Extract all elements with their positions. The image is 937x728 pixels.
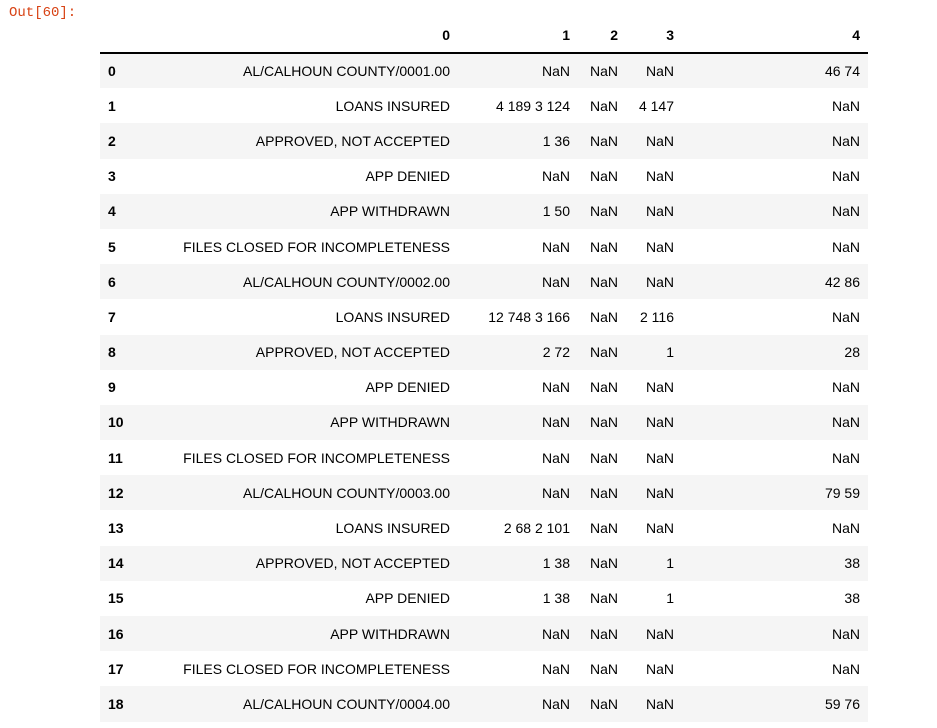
cell-col-0: LOANS INSURED [335, 308, 450, 325]
cell-col-0: AL/CALHOUN COUNTY/0001.00 [243, 63, 450, 80]
cell-col-3: NaN [645, 660, 674, 677]
table-row [100, 53, 868, 88]
cell-col-0: AL/CALHOUN COUNTY/0003.00 [243, 484, 450, 501]
dataframe-output [100, 18, 868, 722]
cell-col-4: 46 74 [824, 63, 860, 80]
cell-col-2: NaN [589, 555, 618, 572]
row-index: 13 [108, 520, 124, 537]
table-row [100, 510, 868, 545]
row-index: 5 [108, 238, 116, 255]
cell-col-1: 2 68 2 101 [503, 520, 570, 537]
cell-col-3: NaN [645, 63, 674, 80]
cell-col-0: FILES CLOSED FOR INCOMPLETENESS [183, 238, 450, 255]
column-header-3: 3 [626, 18, 682, 53]
cell-col-4: NaN [831, 132, 860, 149]
cell-col-1: 12 748 3 166 [488, 308, 570, 325]
cell-col-0: LOANS INSURED [335, 520, 450, 537]
cell-col-1: NaN [541, 273, 570, 290]
row-index: 14 [108, 555, 124, 572]
row-index: 0 [108, 63, 116, 80]
cell-col-4: NaN [831, 203, 860, 220]
cell-col-4: 28 [844, 344, 860, 361]
cell-col-2: NaN [589, 308, 618, 325]
cell-col-0: APP DENIED [365, 168, 450, 185]
row-index: 3 [108, 168, 116, 185]
cell-col-4: NaN [831, 660, 860, 677]
cell-col-3: NaN [645, 520, 674, 537]
cell-col-2: NaN [589, 520, 618, 537]
cell-col-2: NaN [589, 625, 618, 642]
table-row [100, 88, 868, 123]
cell-col-0: APP WITHDRAWN [330, 625, 450, 642]
cell-col-1: NaN [541, 238, 570, 255]
cell-col-3: NaN [645, 203, 674, 220]
cell-col-3: NaN [645, 695, 674, 712]
row-index: 4 [108, 203, 116, 220]
cell-col-0: FILES CLOSED FOR INCOMPLETENESS [183, 449, 450, 466]
cell-col-0: APP WITHDRAWN [330, 203, 450, 220]
cell-col-0: APP WITHDRAWN [330, 414, 450, 431]
cell-col-3: NaN [645, 414, 674, 431]
cell-col-1: NaN [541, 625, 570, 642]
table-row [100, 194, 868, 229]
cell-col-3: NaN [645, 484, 674, 501]
cell-col-1: 1 50 [542, 203, 570, 220]
cell-col-3: 1 [666, 590, 674, 607]
cell-col-1: NaN [541, 414, 570, 431]
cell-col-2: NaN [589, 484, 618, 501]
table-row [100, 159, 868, 194]
cell-col-0: APPROVED, NOT ACCEPTED [255, 132, 450, 149]
cell-col-2: NaN [589, 695, 618, 712]
table-row [100, 405, 868, 440]
cell-col-3: 2 116 [640, 308, 674, 325]
row-index: 6 [108, 273, 116, 290]
cell-col-1: 4 189 3 124 [496, 97, 570, 114]
table-row [100, 264, 868, 299]
table-row [100, 229, 868, 264]
cell-col-3: NaN [645, 168, 674, 185]
table-row [100, 546, 868, 581]
row-index: 9 [108, 379, 116, 396]
cell-col-4: NaN [831, 625, 860, 642]
cell-col-1: 1 38 [542, 555, 570, 572]
table-row [100, 299, 868, 334]
table-row [100, 616, 868, 651]
row-index: 18 [108, 695, 124, 712]
cell-col-1: NaN [541, 484, 570, 501]
cell-col-4: 38 [844, 590, 860, 607]
row-index: 15 [108, 590, 124, 607]
cell-col-2: NaN [589, 63, 618, 80]
cell-col-3: NaN [645, 625, 674, 642]
cell-col-0: APP DENIED [365, 590, 450, 607]
table-row [100, 686, 868, 721]
cell-col-4: 42 86 [824, 273, 860, 290]
column-header-4: 4 [682, 18, 868, 53]
table-row [100, 440, 868, 475]
cell-col-2: NaN [589, 344, 618, 361]
header-row [100, 18, 868, 53]
cell-col-2: NaN [589, 414, 618, 431]
cell-col-1: NaN [541, 449, 570, 466]
cell-col-4: NaN [831, 238, 860, 255]
cell-col-4: NaN [831, 520, 860, 537]
cell-col-4: NaN [831, 379, 860, 396]
cell-col-2: NaN [589, 449, 618, 466]
row-index: 8 [108, 344, 116, 361]
cell-col-2: NaN [589, 132, 618, 149]
cell-col-0: AL/CALHOUN COUNTY/0004.00 [243, 695, 450, 712]
cell-col-2: NaN [589, 97, 618, 114]
index-header [100, 18, 140, 53]
cell-col-3: NaN [645, 238, 674, 255]
cell-col-0: APP DENIED [365, 379, 450, 396]
cell-col-0: FILES CLOSED FOR INCOMPLETENESS [183, 660, 450, 677]
column-header-2: 2 [578, 18, 626, 53]
row-index: 10 [108, 414, 124, 431]
cell-col-3: 1 [666, 555, 674, 572]
row-index: 11 [108, 449, 123, 466]
cell-col-4: NaN [831, 308, 860, 325]
cell-col-4: NaN [831, 414, 860, 431]
cell-col-3: NaN [645, 132, 674, 149]
row-index: 7 [108, 308, 116, 325]
cell-col-4: 59 76 [824, 695, 860, 712]
table-header [100, 18, 868, 53]
cell-col-2: NaN [589, 168, 618, 185]
dataframe-table [100, 18, 868, 722]
cell-col-4: NaN [831, 449, 860, 466]
cell-col-0: AL/CALHOUN COUNTY/0002.00 [243, 273, 450, 290]
cell-col-1: 2 72 [542, 344, 570, 361]
cell-col-1: NaN [541, 63, 570, 80]
cell-col-4: 79 59 [824, 484, 860, 501]
column-header-0: 0 [140, 18, 458, 53]
cell-col-3: 4 147 [638, 97, 674, 114]
cell-col-1: NaN [541, 168, 570, 185]
table-row [100, 475, 868, 510]
table-body [100, 53, 868, 722]
cell-col-3: NaN [645, 449, 674, 466]
cell-col-1: NaN [541, 695, 570, 712]
cell-col-1: 1 38 [542, 590, 570, 607]
row-index: 2 [108, 132, 116, 149]
cell-col-2: NaN [589, 590, 618, 607]
cell-col-4: NaN [831, 97, 860, 114]
cell-col-0: APPROVED, NOT ACCEPTED [255, 344, 450, 361]
cell-col-0: LOANS INSURED [335, 97, 450, 114]
row-index: 16 [108, 625, 124, 642]
cell-col-2: NaN [589, 660, 618, 677]
table-row [100, 123, 868, 158]
cell-col-3: NaN [645, 379, 674, 396]
row-index: 17 [108, 660, 124, 677]
column-header-1: 1 [458, 18, 578, 53]
table-row [100, 370, 868, 405]
row-index: 1 [108, 97, 116, 114]
row-index: 12 [108, 484, 124, 501]
table-row [100, 581, 868, 616]
cell-col-4: 38 [844, 555, 860, 572]
output-prompt: Out[60]: [9, 5, 77, 21]
cell-col-3: NaN [645, 273, 674, 290]
table-row [100, 651, 868, 686]
cell-col-4: NaN [831, 168, 860, 185]
cell-col-2: NaN [589, 203, 618, 220]
cell-col-2: NaN [589, 379, 618, 396]
cell-col-1: NaN [541, 660, 570, 677]
cell-col-0: APPROVED, NOT ACCEPTED [255, 555, 450, 572]
cell-col-3: 1 [666, 344, 674, 361]
cell-col-2: NaN [589, 238, 618, 255]
cell-col-1: NaN [541, 379, 570, 396]
cell-col-2: NaN [589, 273, 618, 290]
cell-col-1: 1 36 [542, 132, 570, 149]
table-row [100, 335, 868, 370]
